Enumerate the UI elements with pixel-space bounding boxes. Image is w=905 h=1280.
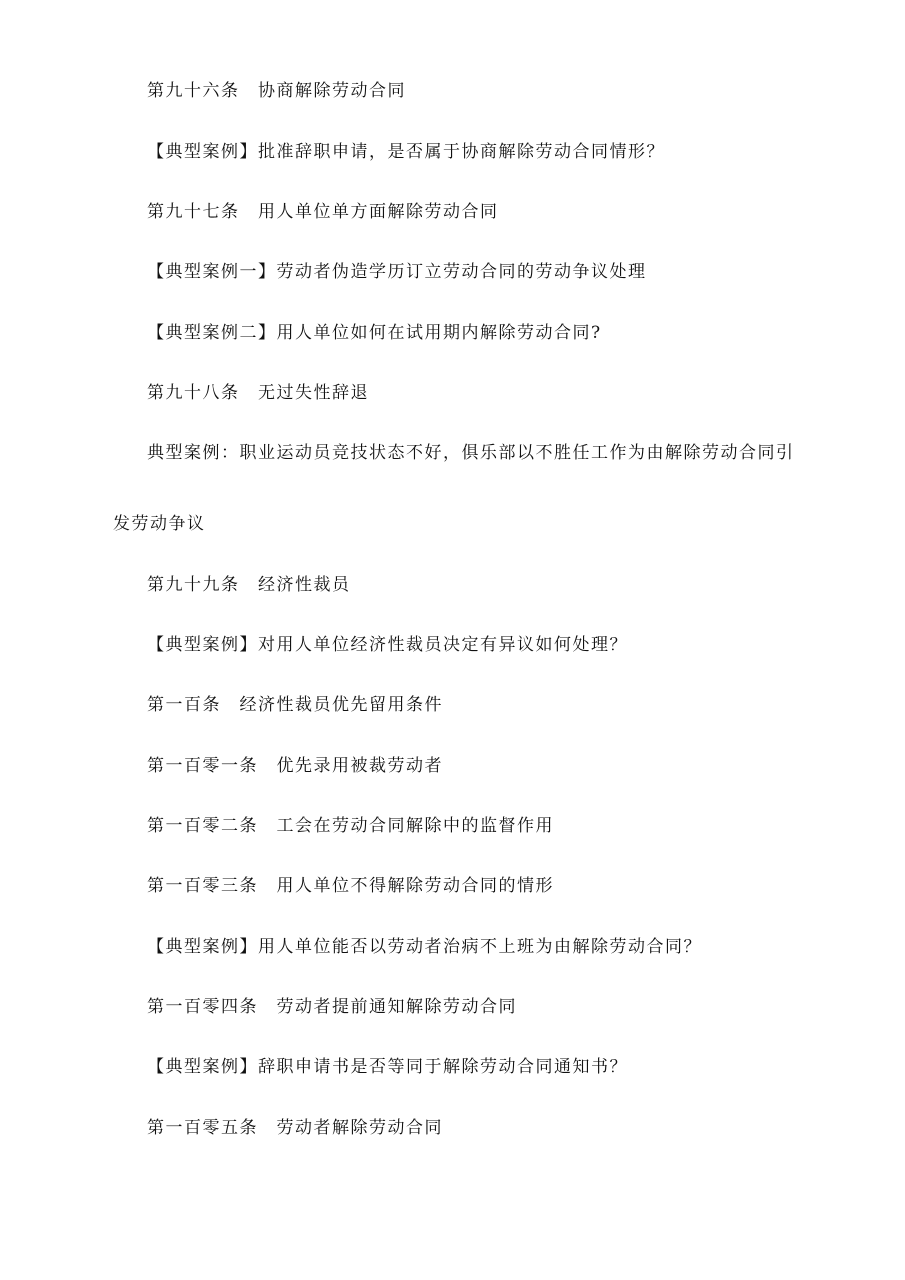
case-96-title: 【典型案例】批准辞职申请，是否属于协商解除劳动合同情形？: [147, 142, 665, 162]
article-103-heading: 第一百零三条 用人单位不得解除劳动合同的情形: [147, 876, 554, 896]
article-99-heading: 第九十九条 经济性裁员: [147, 575, 351, 595]
article-98-heading: 第九十八条 无过失性辞退: [147, 383, 369, 403]
article-104-heading: 第一百零四条 劳动者提前通知解除劳动合同: [147, 997, 517, 1017]
article-105-heading: 第一百零五条 劳动者解除劳动合同: [147, 1118, 443, 1138]
article-96-heading: 第九十六条 协商解除劳动合同: [147, 81, 406, 101]
article-97-heading: 第九十七条 用人单位单方面解除劳动合同: [147, 202, 499, 222]
article-102-heading: 第一百零二条 工会在劳动合同解除中的监督作用: [147, 816, 554, 836]
case-98-title-line-2: 发劳动争议: [113, 514, 206, 534]
case-99-title: 【典型案例】对用人单位经济性裁员决定有异议如何处理？: [147, 635, 628, 655]
case-103-title: 【典型案例】用人单位能否以劳动者治病不上班为由解除劳动合同？: [147, 937, 702, 957]
case-104-title: 【典型案例】辞职申请书是否等同于解除劳动合同通知书？: [147, 1057, 628, 1077]
case-97-1-title: 【典型案例一】劳动者伪造学历订立劳动合同的劳动争议处理: [147, 262, 647, 282]
article-101-heading: 第一百零一条 优先录用被裁劳动者: [147, 756, 443, 776]
case-97-2-title: 【典型案例二】用人单位如何在试用期内解除劳动合同?: [147, 323, 602, 343]
article-100-heading: 第一百条 经济性裁员优先留用条件: [147, 695, 443, 715]
case-98-title-line-1: 典型案例：职业运动员竞技状态不好，俱乐部以不胜任工作为由解除劳动合同引: [147, 443, 795, 463]
